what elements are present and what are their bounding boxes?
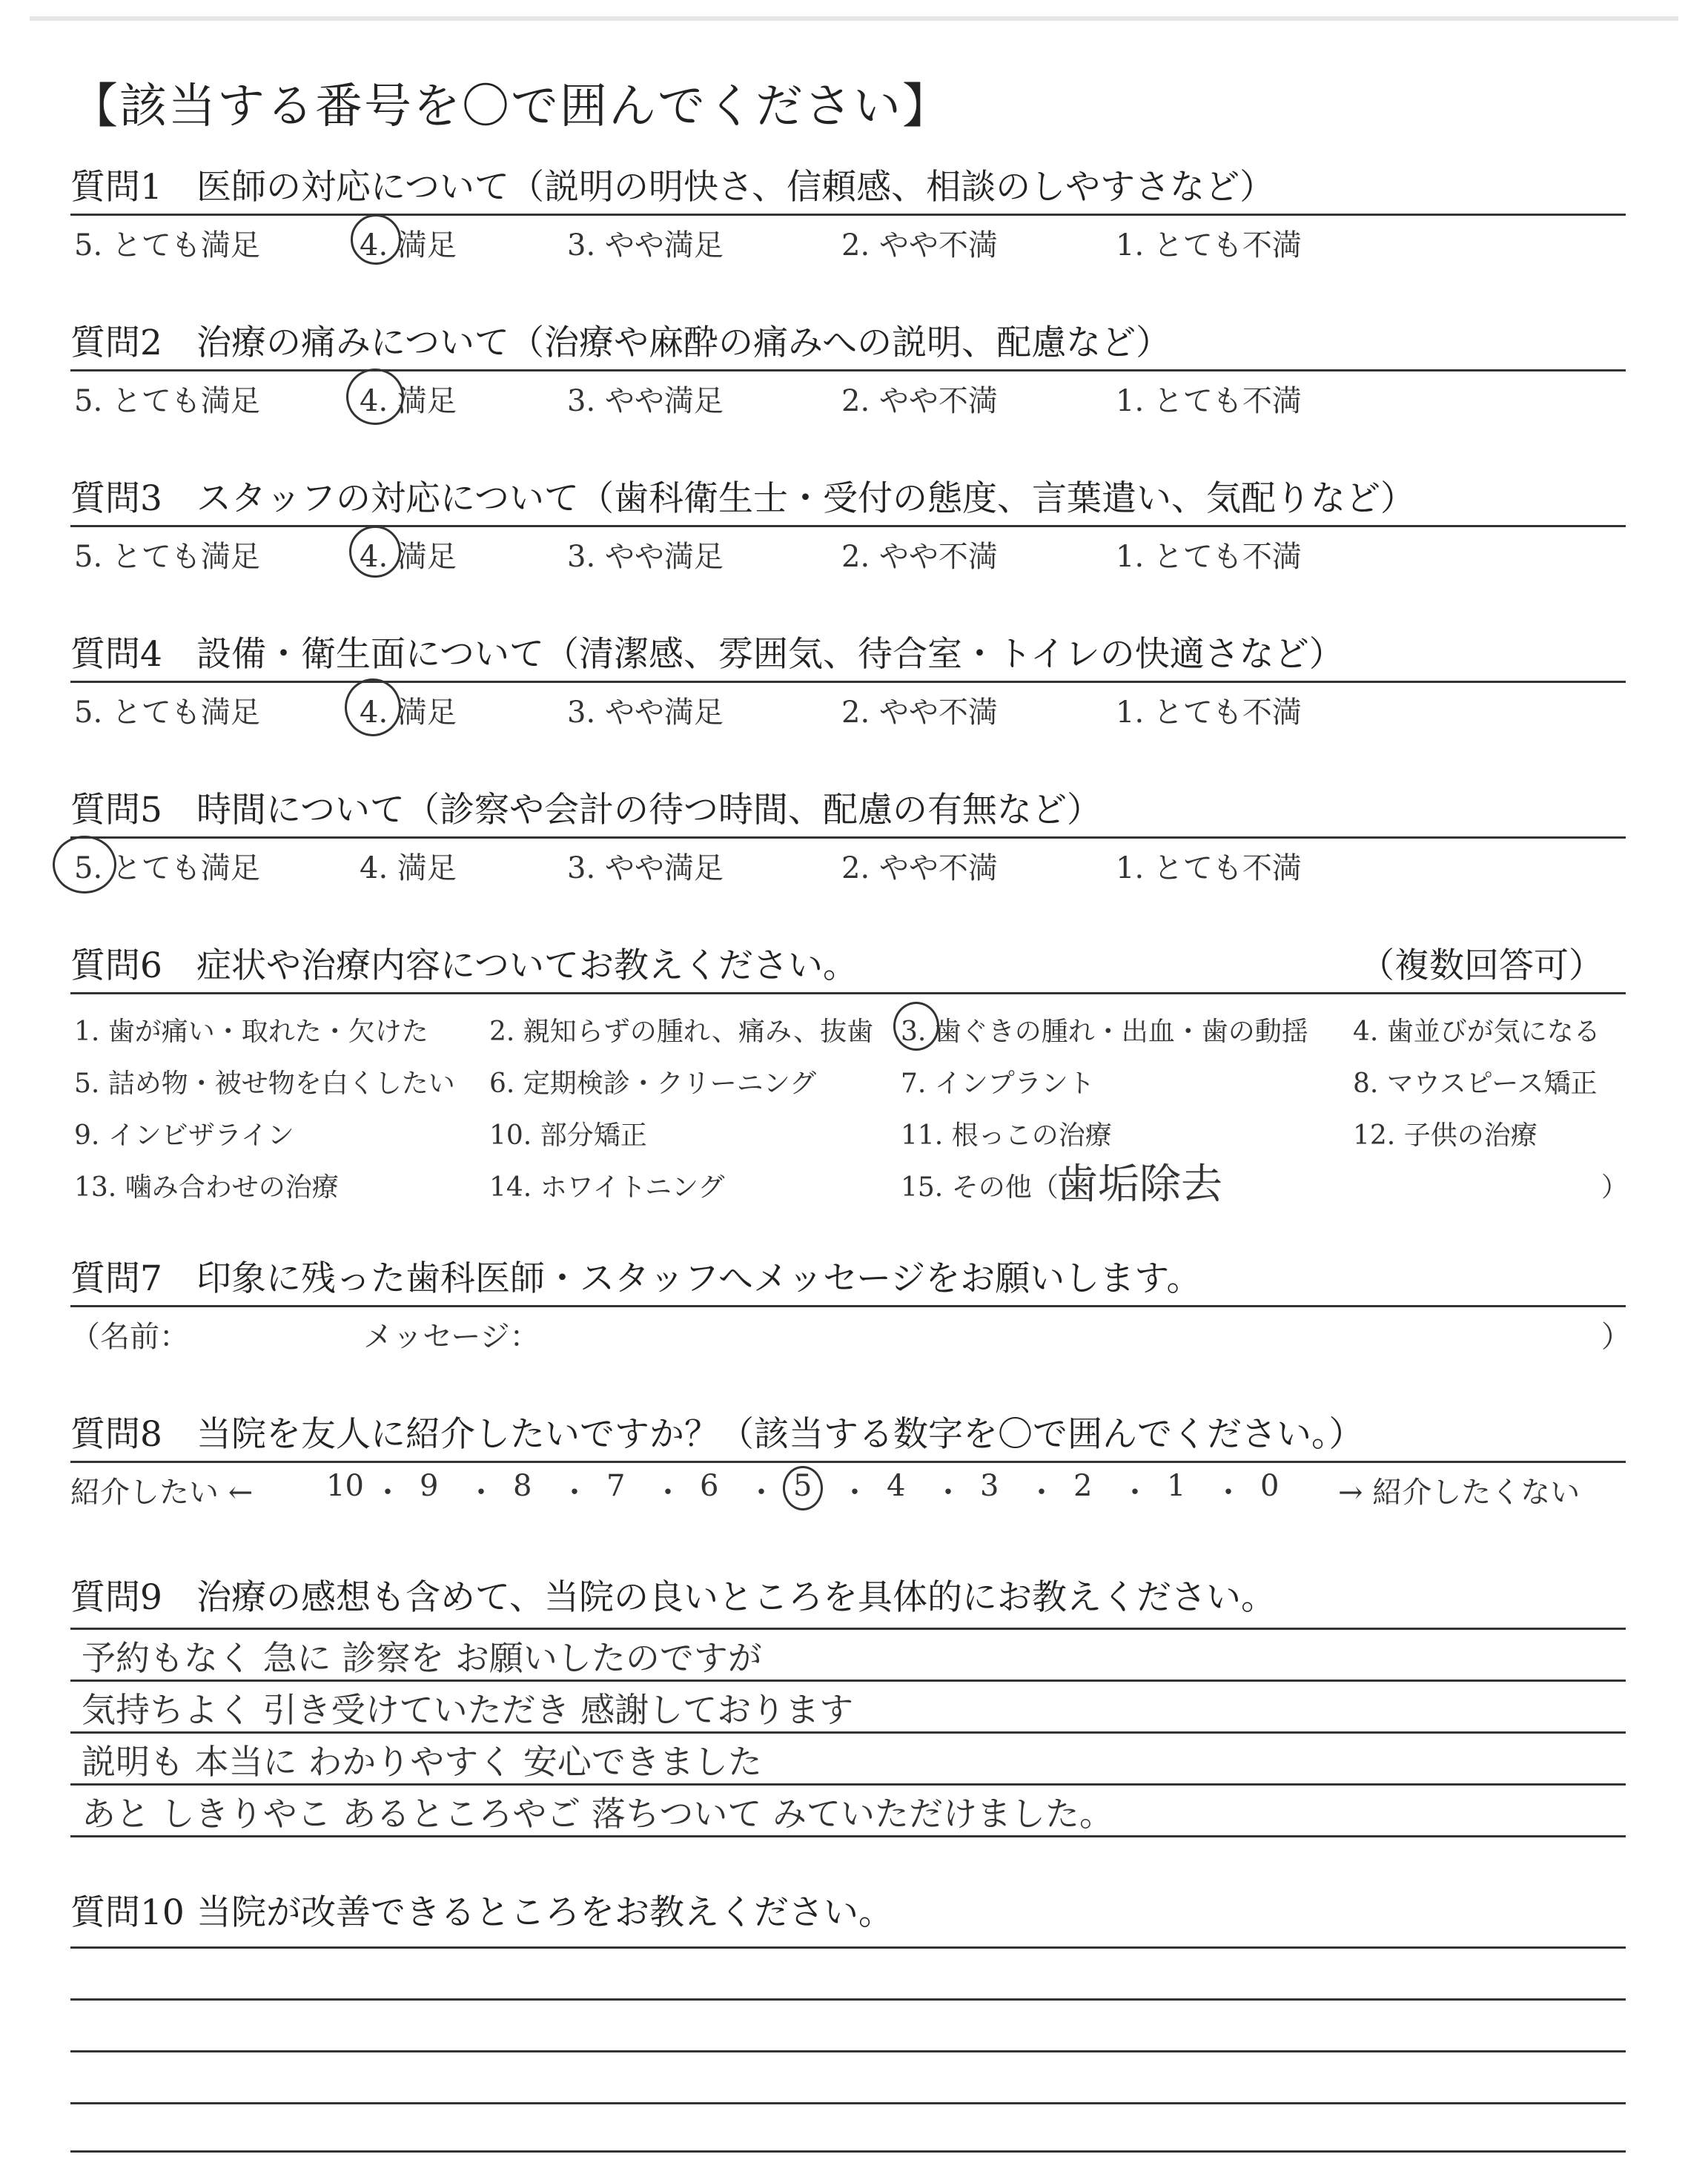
scale-separator: ・ — [933, 1476, 963, 1510]
option-3[interactable]: 3. やや満足 — [567, 384, 724, 418]
scan-top-edge — [30, 16, 1678, 21]
scale-value-8[interactable]: 8 — [513, 1469, 532, 1503]
answer-line — [70, 1946, 1626, 1949]
option-3[interactable]: 3. やや満足 — [567, 696, 724, 730]
question-number: 質問4 — [70, 634, 162, 675]
answer-line — [70, 2102, 1626, 2104]
option-4[interactable]: 4. 満足 — [360, 540, 457, 574]
scale-value-2[interactable]: 2 — [1073, 1469, 1093, 1503]
option-3[interactable]: 3. やや満足 — [567, 540, 724, 574]
symptom-option[interactable]: 10. 部分矯正 — [489, 1120, 647, 1151]
question-text: 医師の対応について（説明の明快さ、信頼感、相談のしやすさなど） — [196, 167, 1275, 208]
question-number: 質問8 — [70, 1414, 162, 1455]
scale-right-label: → 紹介したくない — [1338, 1476, 1580, 1510]
scale-separator: ・ — [747, 1476, 776, 1510]
question-6 — [70, 940, 1629, 1209]
option-5[interactable]: 5. とても満足 — [74, 384, 260, 418]
question-5 — [70, 785, 1626, 891]
rating-options — [70, 839, 1626, 891]
answer-line — [70, 2050, 1626, 2052]
scale-value-4[interactable]: 4 — [887, 1469, 906, 1503]
symptom-option[interactable]: 2. 親知らずの腫れ、痛み、抜歯 — [489, 1017, 874, 1047]
other-close-paren: ） — [1601, 1172, 1629, 1203]
option-4[interactable]: 4. 満足 — [360, 851, 457, 885]
scale-separator: ・ — [1120, 1476, 1150, 1510]
question-8 — [70, 1409, 1626, 1515]
scale-separator: ・ — [466, 1476, 496, 1510]
question-3 — [70, 473, 1626, 579]
question-text: 当院が改善できるところをお教えください。 — [196, 1892, 893, 1933]
rating-options — [70, 683, 1626, 735]
handwritten-answer-line: 気持ちよく 引き受けていただき 感謝しております — [82, 1690, 854, 1730]
scale-value-5[interactable]: 5 — [793, 1469, 812, 1503]
message-label: メッセージ： — [363, 1320, 540, 1354]
rating-options — [70, 216, 1626, 268]
option-2[interactable]: 2. やや不満 — [841, 228, 998, 262]
question-number: 質問7 — [70, 1258, 162, 1299]
symptom-option[interactable]: 3. 歯ぐきの腫れ・出血・歯の動揺 — [901, 1017, 1308, 1047]
option-5[interactable]: 5. とても満足 — [74, 228, 260, 262]
option-2[interactable]: 2. やや不満 — [841, 696, 998, 730]
question-2 — [70, 317, 1626, 423]
handwritten-answer-line: 説明も 本当に わかりやすく 安心できました — [82, 1742, 762, 1782]
handwritten-answer-line: 予約もなく 急に 診察を お願いしたのですが — [82, 1638, 762, 1678]
scale-separator: ・ — [653, 1476, 683, 1510]
option-3[interactable]: 3. やや満足 — [567, 851, 724, 885]
scale-value-1[interactable]: 1 — [1167, 1469, 1186, 1503]
symptom-option-other[interactable]: 15. その他（ — [901, 1172, 1059, 1203]
multiple-answer-note: （複数回答可） — [1360, 945, 1603, 986]
symptom-option[interactable]: 6. 定期検診・クリーニング — [489, 1069, 817, 1099]
question-4 — [70, 629, 1626, 735]
symptom-option[interactable]: 7. インプラント — [901, 1069, 1095, 1099]
recommend-scale — [70, 1463, 1626, 1515]
question-number: 質問2 — [70, 323, 162, 363]
question-text: 当院を友人に紹介したいですか？（該当する数字を〇で囲んでください。） — [196, 1414, 1364, 1455]
symptom-options — [70, 994, 1629, 1209]
option-5[interactable]: 5. とても満足 — [74, 851, 260, 885]
question-number: 質問9 — [70, 1577, 162, 1618]
scale-separator: ・ — [1214, 1476, 1243, 1510]
option-1[interactable]: 1. とても不満 — [1116, 851, 1302, 885]
rating-options — [70, 527, 1626, 579]
scale-value-7[interactable]: 7 — [606, 1469, 626, 1503]
question-number: 質問10 — [70, 1892, 185, 1933]
question-number: 質問5 — [70, 790, 162, 830]
question-number: 質問6 — [70, 945, 162, 986]
symptom-option[interactable]: 5. 詰め物・被せ物を白くしたい — [74, 1069, 455, 1099]
option-3[interactable]: 3. やや満足 — [567, 228, 724, 262]
rating-options — [70, 371, 1626, 423]
question-text: スタッフの対応について（歯科衛生士・受付の態度、言葉遣い、気配りなど） — [196, 478, 1416, 519]
scale-separator: ・ — [560, 1476, 589, 1510]
question-7 — [70, 1253, 1631, 1359]
symptom-option[interactable]: 8. マウスピース矯正 — [1353, 1069, 1598, 1099]
question-text: 治療の痛みについて（治療や麻酔の痛みへの説明、配慮など） — [196, 323, 1171, 363]
option-4[interactable]: 4. 満足 — [360, 696, 457, 730]
question-1 — [70, 162, 1626, 268]
option-1[interactable]: 1. とても不満 — [1116, 384, 1302, 418]
answer-line — [70, 1628, 1626, 1630]
message-fields — [70, 1307, 1631, 1359]
scale-value-6[interactable]: 6 — [700, 1469, 719, 1503]
scale-value-10[interactable]: 10 — [326, 1469, 364, 1503]
answer-line — [70, 1998, 1626, 2001]
question-text: 印象に残った歯科医師・スタッフへメッセージをお願いします。 — [196, 1258, 1202, 1299]
question-text: 症状や治療内容についてお教えください。 — [196, 945, 858, 986]
option-5[interactable]: 5. とても満足 — [74, 540, 260, 574]
symptom-option[interactable]: 4. 歯並びが気になる — [1353, 1017, 1601, 1047]
handwritten-answer-line: あと しきりやこ あるところやご 落ちついて みていただけました。 — [82, 1794, 1114, 1834]
symptom-option[interactable]: 13. 噛み合わせの治療 — [74, 1172, 339, 1203]
message-close-paren: ） — [1601, 1320, 1631, 1354]
name-label: （名前： — [70, 1320, 189, 1354]
option-2[interactable]: 2. やや不満 — [841, 540, 998, 574]
option-2[interactable]: 2. やや不満 — [841, 851, 998, 885]
symptom-option[interactable]: 11. 根っこの治療 — [901, 1120, 1112, 1151]
scale-separator: ・ — [1027, 1476, 1056, 1510]
option-1[interactable]: 1. とても不満 — [1116, 228, 1302, 262]
option-2[interactable]: 2. やや不満 — [841, 384, 998, 418]
question-10 — [70, 1887, 1626, 1939]
option-4[interactable]: 4. 満足 — [360, 384, 457, 418]
other-handwritten-answer: 歯垢除去 — [1056, 1160, 1222, 1209]
scale-value-0[interactable]: 0 — [1260, 1469, 1280, 1503]
scale-value-9[interactable]: 9 — [420, 1469, 439, 1503]
option-1[interactable]: 1. とても不満 — [1116, 696, 1302, 730]
question-9 — [70, 1572, 1626, 1624]
scale-value-3[interactable]: 3 — [980, 1469, 999, 1503]
symptom-option[interactable]: 9. インビザライン — [74, 1120, 294, 1151]
symptom-option[interactable]: 14. ホワイトニング — [489, 1172, 725, 1203]
question-text: 設備・衛生面について（清潔感、雰囲気、待合室・トイレの快適さなど） — [196, 634, 1344, 675]
answer-line — [70, 2150, 1626, 2153]
option-5[interactable]: 5. とても満足 — [74, 696, 260, 730]
question-number: 質問3 — [70, 478, 162, 519]
symptom-option[interactable]: 1. 歯が痛い・取れた・欠けた — [74, 1017, 428, 1047]
scale-separator: ・ — [840, 1476, 870, 1510]
question-text: 時間について（診察や会計の待つ時間、配慮の有無など） — [196, 790, 1102, 830]
question-text: 治療の感想も含めて、当院の良いところを具体的にお教えください。 — [196, 1577, 1277, 1618]
symptom-option[interactable]: 12. 子供の治療 — [1353, 1120, 1537, 1151]
page-title: 【該当する番号を〇で囲んでください】 — [70, 79, 951, 134]
option-4[interactable]: 4. 満足 — [360, 228, 457, 262]
option-1[interactable]: 1. とても不満 — [1116, 540, 1302, 574]
question-number: 質問1 — [70, 167, 162, 208]
scale-separator: ・ — [373, 1476, 403, 1510]
scale-left-label: 紹介したい ← — [70, 1476, 254, 1510]
